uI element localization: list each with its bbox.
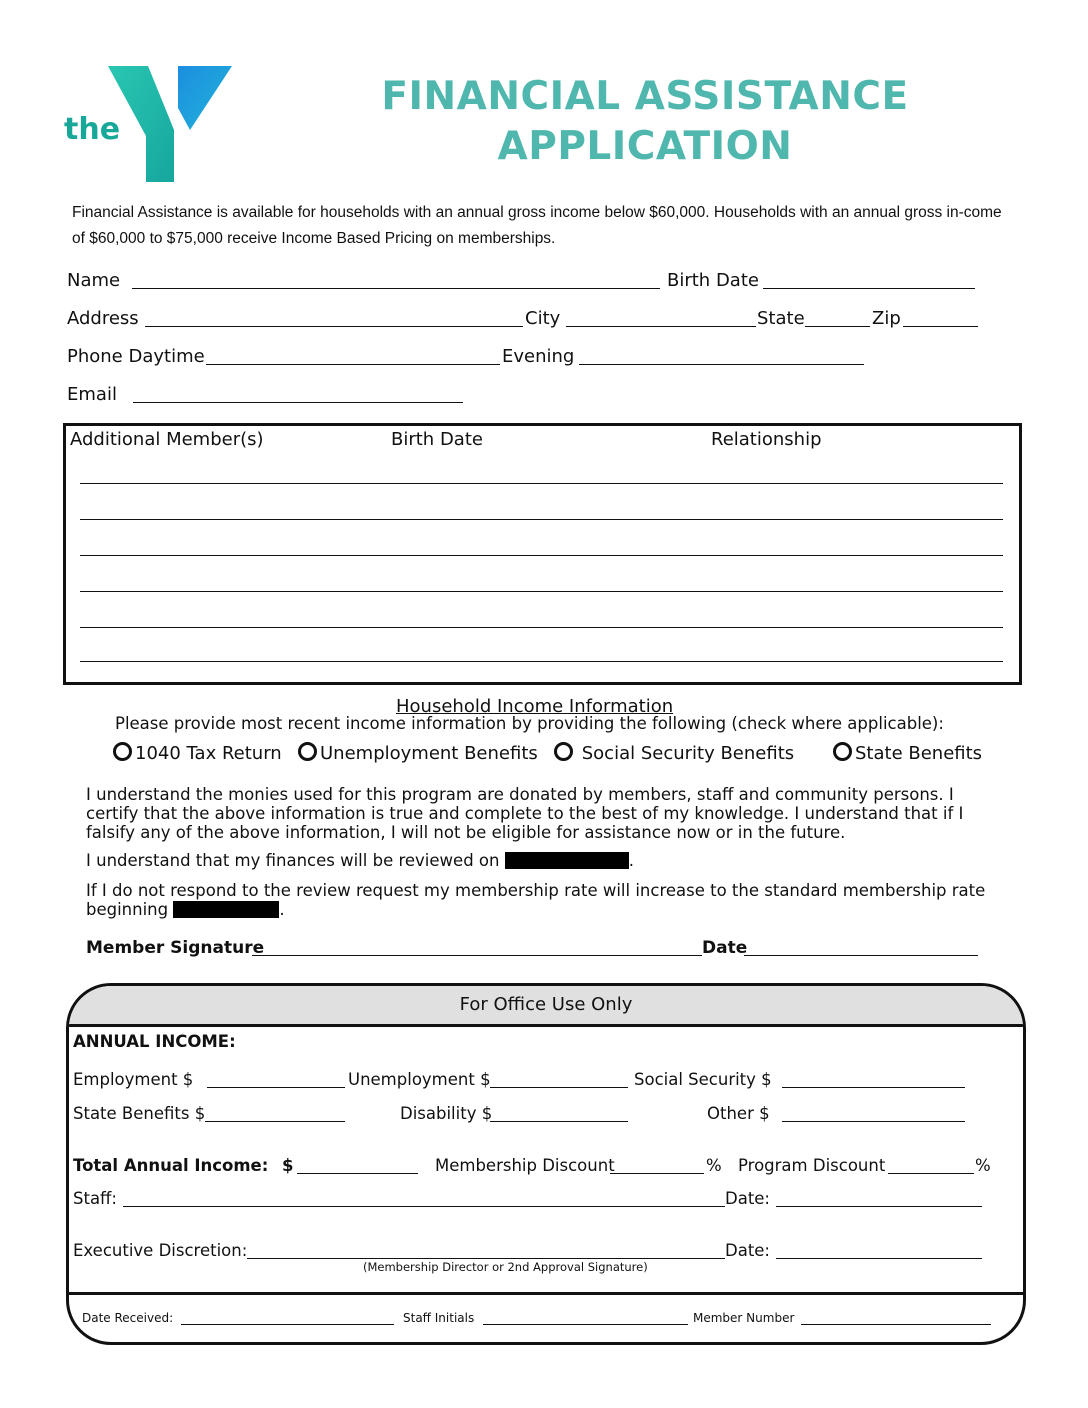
city-label: City: [525, 308, 561, 329]
page-title-line2: APPLICATION: [497, 124, 793, 169]
radio-icon[interactable]: [298, 742, 317, 761]
state-benefits-field[interactable]: [205, 1121, 345, 1122]
zip-field[interactable]: [903, 326, 978, 327]
unemployment-label: Unemployment $: [348, 1070, 491, 1089]
city-field[interactable]: [566, 326, 756, 327]
other-label: Other $: [707, 1104, 770, 1123]
office-use-box: [66, 983, 1026, 1345]
membership-discount-field[interactable]: [610, 1173, 704, 1174]
option-state-benefits[interactable]: State Benefits: [833, 742, 982, 764]
executive-date-label: Date:: [725, 1241, 770, 1260]
total-income-dollar: $: [282, 1156, 294, 1175]
email-label: Email: [67, 384, 117, 405]
membership-discount-label: Membership Discount: [435, 1156, 615, 1175]
office-use-header: For Office Use Only: [69, 986, 1023, 1027]
signature-date-field[interactable]: [744, 955, 978, 956]
employment-label: Employment $: [73, 1070, 194, 1089]
executive-date-field[interactable]: [776, 1258, 982, 1259]
svg-text:YMCA: YMCA: [189, 154, 216, 188]
email-field[interactable]: [133, 402, 463, 403]
evening-label: Evening: [502, 346, 575, 367]
approval-note: (Membership Director or 2nd Approval Signature): [363, 1260, 648, 1274]
office-divider: [69, 1292, 1023, 1295]
radio-icon[interactable]: [554, 742, 573, 761]
radio-icon[interactable]: [113, 742, 132, 761]
member-row-line[interactable]: [80, 483, 1003, 484]
staff-initials-label: Staff Initials: [403, 1311, 475, 1325]
disability-label: Disability $: [400, 1104, 493, 1123]
phone-daytime-label: Phone Daytime: [67, 346, 205, 367]
social-security-field[interactable]: [782, 1087, 965, 1088]
member-row-line[interactable]: [80, 519, 1003, 520]
ymca-logo: [62, 60, 252, 190]
program-discount-percent: %: [975, 1156, 991, 1175]
member-signature-field[interactable]: [252, 955, 702, 956]
phone-daytime-field[interactable]: [206, 364, 500, 365]
staff-date-label: Date:: [725, 1189, 770, 1208]
member-number-label: Member Number: [693, 1311, 795, 1325]
state-field[interactable]: [805, 326, 870, 327]
page-title-line1: FINANCIAL ASSISTANCE: [381, 74, 909, 119]
household-income-heading: Household Income Information: [396, 696, 674, 717]
total-income-label: Total Annual Income:: [73, 1156, 269, 1175]
staff-label: Staff:: [73, 1189, 117, 1208]
address-field[interactable]: [145, 326, 523, 327]
member-row-line[interactable]: [80, 555, 1003, 556]
date-received-label: Date Received:: [82, 1311, 174, 1325]
unemployment-field[interactable]: [490, 1087, 628, 1088]
disability-field[interactable]: [490, 1121, 628, 1122]
membership-discount-percent: %: [706, 1156, 722, 1175]
program-discount-label: Program Discount: [738, 1156, 886, 1175]
total-income-field[interactable]: [297, 1173, 418, 1174]
income-instruction: Please provide most recent income information by providing the following (check where applicable):: [115, 714, 944, 733]
redacted-rate-date: [173, 901, 279, 918]
statement-donations: I understand the monies used for this program are donated by members, staff and community persons. I certify that the above information is true and complete to the best of my knowledge. I understand that if I falsify any of the above information, I will not be eligible for assistance now or in the future.: [86, 785, 964, 842]
radio-icon[interactable]: [833, 742, 852, 761]
executive-discretion-field[interactable]: [247, 1258, 725, 1259]
staff-field[interactable]: [123, 1206, 725, 1207]
employment-field[interactable]: [207, 1087, 345, 1088]
staff-date-field[interactable]: [776, 1206, 982, 1207]
executive-discretion-label: Executive Discretion:: [73, 1241, 248, 1260]
member-signature-label: Member Signature: [86, 938, 265, 958]
birth-date-field[interactable]: [763, 288, 975, 289]
zip-label: Zip: [872, 308, 901, 329]
annual-income-label: ANNUAL INCOME:: [73, 1032, 236, 1051]
state-label: State: [757, 308, 805, 329]
option-social-security[interactable]: Social Security Benefits: [554, 742, 794, 764]
evening-field[interactable]: [579, 364, 864, 365]
name-field[interactable]: [132, 288, 660, 289]
social-security-label: Social Security $: [634, 1070, 772, 1089]
name-label: Name: [67, 270, 121, 291]
birth-date-label: Birth Date: [667, 270, 759, 291]
member-number-field[interactable]: [801, 1324, 991, 1325]
signature-date-label: Date: [702, 938, 748, 958]
other-field[interactable]: [782, 1121, 965, 1122]
members-col-relationship: Relationship: [711, 429, 822, 450]
member-row-line[interactable]: [80, 591, 1003, 592]
member-row-line[interactable]: [80, 627, 1003, 628]
staff-initials-field[interactable]: [483, 1324, 688, 1325]
date-received-field[interactable]: [181, 1324, 394, 1325]
members-col-birth-date: Birth Date: [391, 429, 483, 450]
member-row-line[interactable]: [80, 661, 1003, 662]
members-col-name: Additional Member(s): [70, 429, 264, 450]
redacted-review-date: [505, 852, 629, 869]
logo-word: the: [64, 112, 121, 147]
additional-members-box: [63, 423, 1022, 685]
state-benefits-label: State Benefits $: [73, 1104, 206, 1123]
program-discount-field[interactable]: [888, 1173, 974, 1174]
statement-review: I understand that my finances will be reviewed on .: [86, 851, 634, 870]
option-unemployment[interactable]: Unemployment Benefits: [298, 742, 538, 764]
option-1040[interactable]: 1040 Tax Return: [113, 742, 282, 764]
intro-text: Financial Assistance is available for households with an annual gross income below $60,000. Households with an annual gross in-come of $60,000 to $75,000 receive Income Based Pricing on memberships.: [72, 204, 1002, 247]
statement-rate: If I do not respond to the review request my membership rate will increase to the standard membership rate beginning .: [86, 881, 986, 919]
address-label: Address: [67, 308, 139, 329]
